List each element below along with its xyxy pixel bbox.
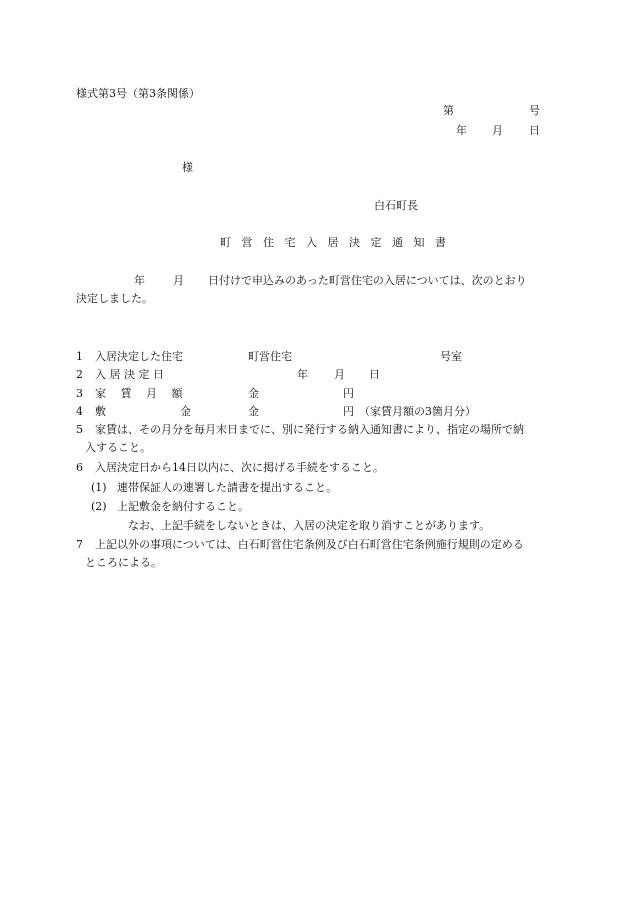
doc-number-suffix: 号: [529, 104, 540, 117]
date-month: 月: [492, 124, 503, 137]
item3-label: 家 賃 月 額: [95, 387, 183, 400]
sender-name: 白石町長: [374, 199, 418, 212]
intro-month: 月: [173, 274, 184, 287]
item7-line2: ところによる。: [85, 556, 162, 569]
item2-number: 2: [76, 368, 83, 381]
form-number: 様式第3号（第3条関係）: [76, 87, 200, 100]
item1-value: 町営住宅: [248, 350, 292, 363]
item2-label: 入 居 決 定 日: [95, 368, 164, 381]
addressee-honorific: 様: [182, 161, 193, 174]
item1-unit: 号室: [440, 350, 462, 363]
item4-unit: 円: [343, 405, 354, 418]
item6-number: 6: [76, 461, 83, 474]
date-year: 年: [456, 124, 467, 137]
item2-month: 月: [334, 368, 345, 381]
item4-label-a: 敷: [95, 405, 106, 418]
item6-sub2-text: 上記敷金を納付すること。: [117, 500, 249, 513]
item3-prefix: 金: [248, 387, 259, 400]
item5-line1: 家賃は、その月分を毎月末日までに、別に発行する納入通知書により、指定の場所で納: [95, 423, 524, 436]
intro-year: 年: [134, 274, 145, 287]
date-day: 日: [529, 124, 540, 137]
item1-number: 1: [76, 350, 83, 363]
item6-text: 入居決定日から14日以内に、次に掲げる手続をすること。: [95, 461, 384, 474]
item1-label: 入居決定した住宅: [95, 350, 183, 363]
item4-label-b: 金: [180, 405, 191, 418]
item6-sub1-text: 連帯保証人の連署した請書を提出すること。: [117, 481, 337, 494]
item3-number: 3: [76, 387, 83, 400]
document-title: 町 営 住 宅 入 居 決 定 通 知 書: [220, 236, 450, 249]
item6-sub2-number: (2): [91, 500, 107, 513]
item4-note: （家賃月額の3箇月分）: [359, 405, 476, 418]
item4-prefix: 金: [248, 405, 259, 418]
intro-text-line2: 決定しました。: [76, 292, 153, 305]
item5-line2: 入すること。: [85, 441, 151, 454]
item2-day: 日: [369, 368, 380, 381]
doc-number-prefix: 第: [443, 104, 454, 117]
item7-number: 7: [76, 538, 83, 551]
item2-year: 年: [297, 368, 308, 381]
item6-note: なお、上記手続をしないときは、入居の決定を取り消すことがあります。: [128, 519, 491, 532]
item6-sub1-number: (1): [91, 481, 107, 494]
item7-line1: 上記以外の事項については、白石町営住宅条例及び白石町営住宅条例施行規則の定める: [95, 538, 524, 551]
item5-number: 5: [76, 423, 83, 436]
item4-number: 4: [76, 405, 83, 418]
intro-text-line1: 日付けで申込みのあった町営住宅の入居については、次のとおり: [208, 274, 527, 287]
item3-unit: 円: [343, 387, 354, 400]
